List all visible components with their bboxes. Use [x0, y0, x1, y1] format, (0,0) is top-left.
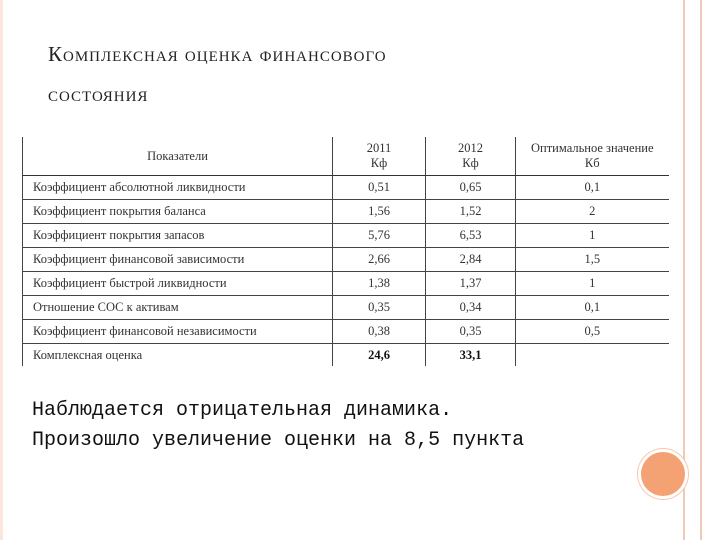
indicators-table [22, 137, 669, 366]
header-indicators: Показатели [23, 137, 333, 176]
row-value-2011: 1,38 [333, 272, 426, 296]
indicators-table-container [22, 137, 668, 366]
row-value-optimal: 0,1 [516, 176, 669, 200]
row-value-2012: 0,34 [426, 296, 516, 320]
row-value-2012: 6,53 [426, 224, 516, 248]
row-value-2012: 2,84 [426, 248, 516, 272]
row-value-2011: 0,51 [333, 176, 426, 200]
table-header-row [23, 137, 669, 176]
table-row [23, 296, 669, 320]
total-value-optimal [516, 344, 669, 367]
row-value-2012: 0,35 [426, 320, 516, 344]
row-indicator-name: Коэффициент финансовой независимости [23, 320, 333, 344]
row-indicator-name: Коэффициент абсолютной ликвидности [23, 176, 333, 200]
frame-line-inner [683, 0, 685, 540]
row-value-optimal: 1,5 [516, 248, 669, 272]
table-row [23, 224, 669, 248]
row-indicator-name: Коэффициент покрытия запасов [23, 224, 333, 248]
slide-left-accent [0, 0, 3, 540]
row-value-optimal: 1 [516, 224, 669, 248]
row-value-optimal: 0,1 [516, 296, 669, 320]
row-value-2011: 0,38 [333, 320, 426, 344]
total-value-2011: 24,6 [333, 344, 426, 367]
row-value-2012: 1,52 [426, 200, 516, 224]
header-2012-year: 2012 [458, 141, 483, 155]
slide-title-line-2: состояния [48, 82, 149, 106]
row-value-2012: 1,37 [426, 272, 516, 296]
row-indicator-name: Коэффициент быстрой ликвидности [23, 272, 333, 296]
table-total-row [23, 344, 669, 367]
table-row [23, 248, 669, 272]
row-indicator-name: Коэффициент покрытия баланса [23, 200, 333, 224]
header-optimal-label: Оптимальное значение [531, 141, 654, 155]
row-value-2011: 0,35 [333, 296, 426, 320]
header-2012 [426, 137, 516, 176]
row-value-2012: 0,65 [426, 176, 516, 200]
row-indicator-name: Отношение СОС к активам [23, 296, 333, 320]
conclusion-line-2: Произошло увеличение оценки на 8,5 пункта [32, 429, 525, 452]
header-2011-year: 2011 [366, 141, 392, 155]
row-indicator-name: Коэффициент финансовой зависимости [23, 248, 333, 272]
table-row [23, 200, 669, 224]
slide-title-line-1: Комплексная оценка финансового [48, 42, 387, 66]
conclusion-line-1: Наблюдается отрицательная динамика. [32, 399, 453, 422]
header-2011 [333, 137, 426, 176]
header-2011-unit: Кф [370, 156, 388, 170]
table-row [23, 320, 669, 344]
slide-title [48, 34, 648, 114]
row-value-optimal: 2 [516, 200, 669, 224]
header-optimal-unit: Кб [584, 156, 600, 170]
total-label: Комплексная оценка [23, 344, 333, 367]
frame-line-outer [700, 0, 702, 540]
row-value-optimal: 1 [516, 272, 669, 296]
row-value-2011: 1,56 [333, 200, 426, 224]
row-value-optimal: 0,5 [516, 320, 669, 344]
table-row [23, 176, 669, 200]
header-2012-unit: Кф [462, 156, 479, 170]
header-optimal [516, 137, 669, 176]
total-value-2012: 33,1 [426, 344, 516, 367]
conclusion-text [32, 396, 652, 456]
row-value-2011: 5,76 [333, 224, 426, 248]
table-row [23, 272, 669, 296]
row-value-2011: 2,66 [333, 248, 426, 272]
decorative-orange-circle [641, 452, 685, 496]
